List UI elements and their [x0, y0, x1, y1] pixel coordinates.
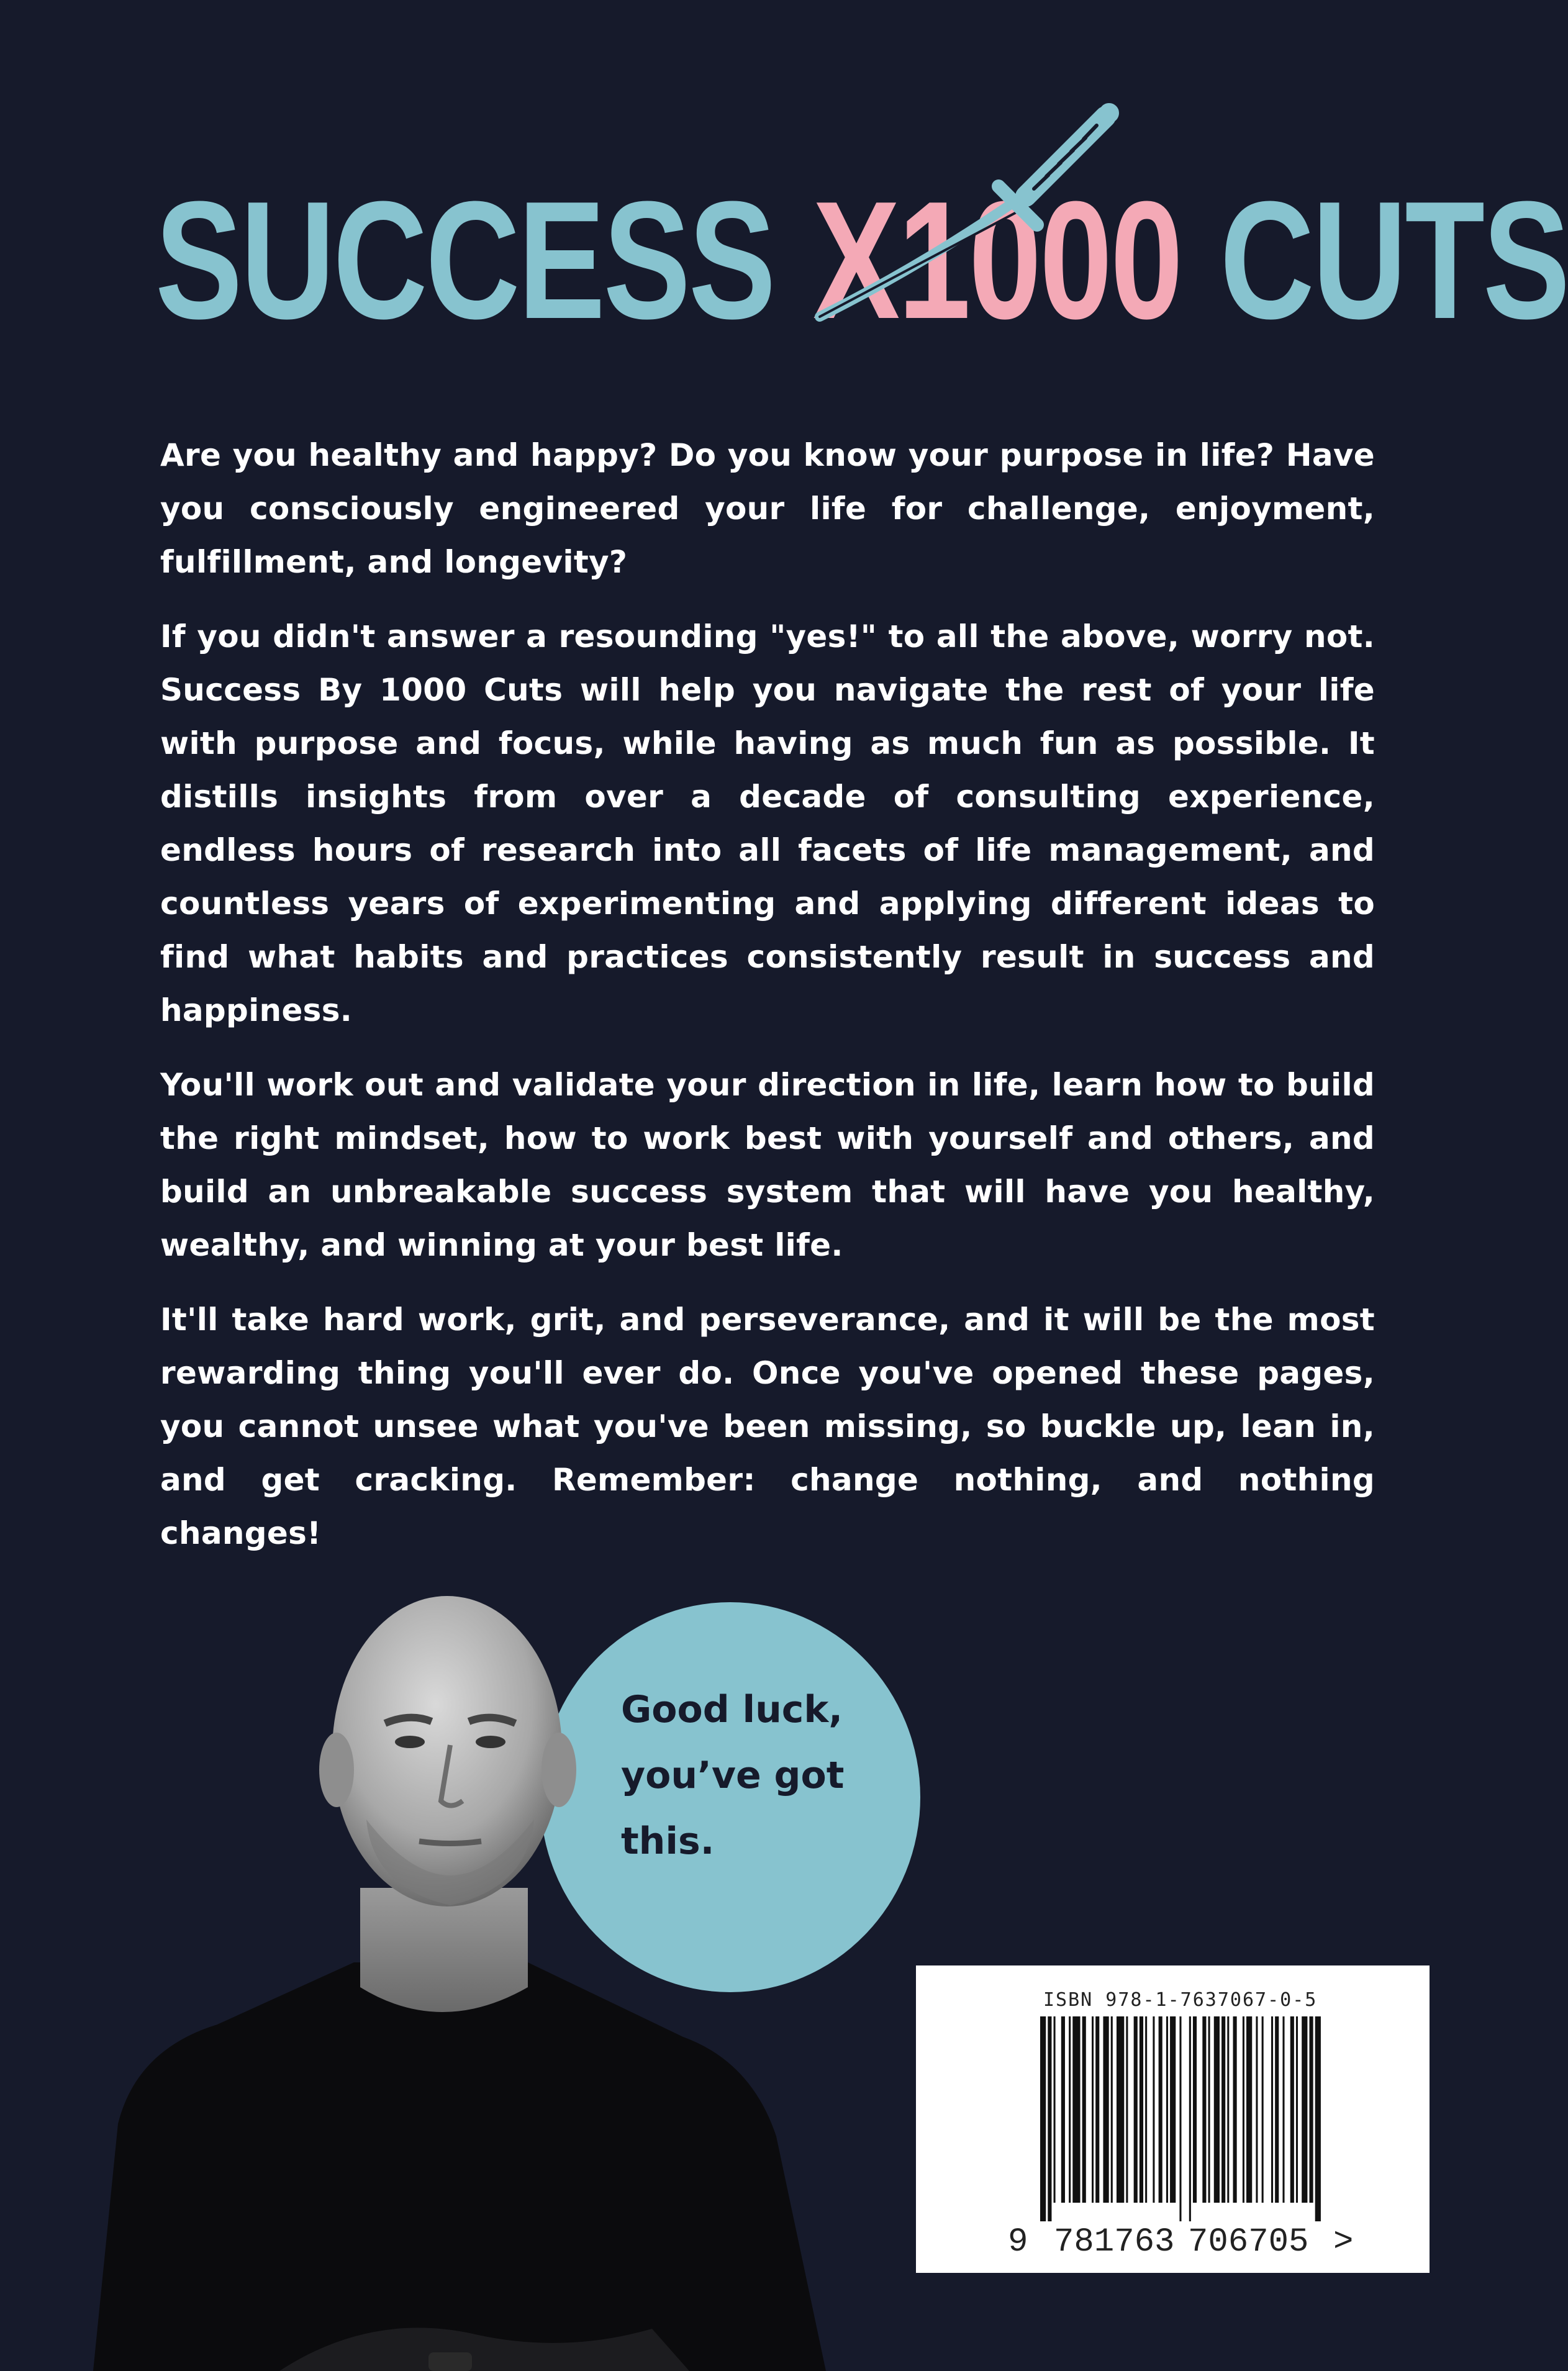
- barcode-bar: [1221, 2016, 1225, 2203]
- barcode-bar: [1072, 2016, 1080, 2203]
- speech-line-1: Good luck,: [621, 1688, 843, 1731]
- barcode-bar: [1159, 2016, 1162, 2203]
- barcode-bar: [1290, 2016, 1294, 2203]
- barcode-arrow: >: [1333, 2223, 1354, 2261]
- barcode-bar: [1233, 2016, 1237, 2203]
- blurb-paragraph-4: It'll take hard work, grit, and perseverance, and it will be the most rewarding thing you'll ever do. Once you've opened these pages, you cannot unsee what you've been missing, so buckle up, lean in, and get cracking. Remember: change nothing, and nothing changes!: [160, 1302, 1375, 1551]
- barcode-bar: [1145, 2016, 1147, 2203]
- barcode-bar: [1134, 2016, 1138, 2203]
- barcode-bar: [1082, 2016, 1086, 2203]
- barcode-bar: [1140, 2016, 1143, 2203]
- barcode-bar: [1243, 2016, 1244, 2203]
- title-word-cuts: CUTS: [1220, 167, 1568, 354]
- barcode-bar: [1126, 2016, 1128, 2203]
- barcode-bar: [1095, 2016, 1099, 2203]
- barcode-bar: [1048, 2016, 1051, 2221]
- barcode-bar: [1153, 2016, 1154, 2203]
- barcode-bar: [1092, 2016, 1094, 2203]
- barcode-bar: [1040, 2016, 1046, 2221]
- barcode-bar: [1069, 2016, 1071, 2203]
- barcode-bar: [1166, 2016, 1168, 2203]
- blurb-paragraph-3: You'll work out and validate your direction in life, learn how to build the right mindset, how to work best with yourself and others, and build an unbreakable success system that will have you healthy, wealthy, and winning at your best life.: [160, 1067, 1375, 1263]
- barcode-bar: [1061, 2016, 1065, 2203]
- barcode-bar: [1271, 2016, 1273, 2203]
- barcode-bar: [1246, 2016, 1252, 2203]
- barcode-bar: [1315, 2016, 1321, 2221]
- speech-line-2: you’ve got: [621, 1754, 845, 1797]
- barcode-bar: [1275, 2016, 1279, 2203]
- barcode-bar: [1309, 2016, 1313, 2203]
- barcode-bar: [1179, 2016, 1181, 2221]
- speech-bubble-text: [621, 1677, 882, 1874]
- barcode-bar: [1189, 2016, 1191, 2221]
- barcode-digit-first: 9: [1008, 2223, 1028, 2261]
- barcode-bars: [1040, 2016, 1323, 2221]
- barcode-bar: [1208, 2016, 1210, 2203]
- katana-icon: [782, 81, 1130, 329]
- barcode-bar: [1202, 2016, 1206, 2203]
- blurb-paragraph-1: Are you healthy and happy? Do you know your purpose in life? Have you consciously engineered your life for challenge, enjoyment, fulfillment, and longevity?: [160, 437, 1375, 580]
- isbn-barcode: [916, 1965, 1430, 2273]
- barcode-bar: [1256, 2016, 1258, 2203]
- speech-line-3: this.: [621, 1820, 715, 1863]
- barcode-bar: [1302, 2016, 1307, 2203]
- barcode-bar: [1282, 2016, 1284, 2203]
- isbn-label: ISBN 978-1-7637067-0-5: [1043, 1989, 1318, 2011]
- title-word-success: SUCCESS: [155, 167, 774, 354]
- barcode-bar: [1117, 2016, 1124, 2203]
- barcode-bar: [1103, 2016, 1108, 2203]
- barcode-bar: [1193, 2016, 1197, 2203]
- blurb-paragraph-2: If you didn't answer a resounding "yes!" to all the above, worry not. Success By 1000 Cuts will help you navigate the rest of your life with purpose and focus, while having as much fun as possible. It distills insights from over a decade of consulting experience, endless hours of research into all facets of life management, and countless years of experimenting and applying different ideas to find what habits and practices consistently result in success and happiness.: [160, 619, 1375, 1028]
- barcode-bar: [1111, 2016, 1113, 2203]
- barcode-digits-group-2: 706705: [1188, 2223, 1309, 2261]
- barcode-digits-group-1: 781763: [1054, 2223, 1175, 2261]
- barcode-bar: [1054, 2016, 1056, 2203]
- barcode-bar: [1296, 2016, 1298, 2203]
- title-word-x1000: X1000: [812, 167, 1182, 354]
- back-cover-blurb: [160, 428, 1375, 1581]
- barcode-bar: [1214, 2016, 1220, 2203]
- barcode-bar: [1262, 2016, 1264, 2203]
- barcode-bar: [1170, 2016, 1176, 2203]
- barcode-bar: [1227, 2016, 1229, 2203]
